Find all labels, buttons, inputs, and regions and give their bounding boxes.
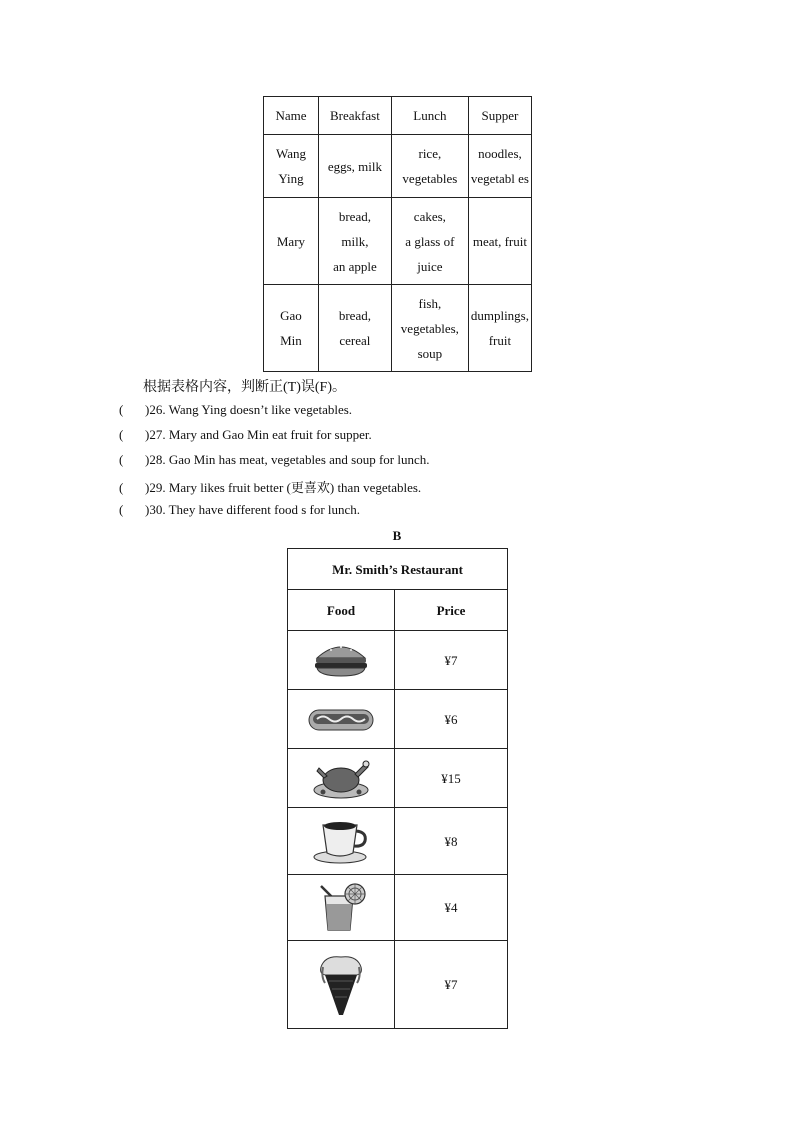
price-cell: ¥7 — [395, 631, 508, 690]
price-cell: ¥7 — [395, 941, 508, 1029]
header-supper: Supper — [468, 97, 531, 135]
menu-row — [288, 690, 508, 749]
food-header: Food — [288, 590, 395, 631]
food-cell — [288, 941, 395, 1029]
ice-cream-cone-icon — [315, 953, 367, 1017]
cell-name: Mary — [264, 198, 319, 285]
cell-breakfast: bread, milk, an apple — [318, 198, 391, 285]
meal-table — [263, 96, 532, 372]
cell-lunch: fish, vegetables, soup — [391, 285, 468, 372]
juice-glass-icon — [313, 882, 369, 934]
price-header: Price — [395, 590, 508, 631]
table-row — [264, 285, 532, 372]
question-text: 27. Mary and Gao Min eat fruit for supper. — [149, 427, 372, 442]
table-row — [264, 135, 532, 198]
menu-table — [287, 548, 508, 1029]
answer-bracket[interactable]: ( — [119, 502, 124, 517]
header-name: Name — [264, 97, 319, 135]
question-item: ( )29. Mary likes fruit better (更喜欢) than vegetables. — [119, 480, 422, 495]
food-cell — [288, 631, 395, 690]
hotdog-icon — [307, 704, 375, 734]
cell-supper: noodles, vegetabl es — [468, 135, 531, 198]
question-item: ( )30. They have different food s for lunch. — [119, 502, 361, 517]
cell-name: Wang Ying — [264, 135, 319, 198]
food-cell — [288, 690, 395, 749]
price-cell: ¥15 — [395, 749, 508, 808]
menu-row — [288, 875, 508, 941]
menu-row — [288, 808, 508, 875]
coffee-cup-icon — [313, 817, 369, 865]
price-cell: ¥6 — [395, 690, 508, 749]
question-item: ( )27. Mary and Gao Min eat fruit for supper. — [119, 427, 372, 442]
answer-bracket[interactable]: ( — [119, 480, 124, 495]
hamburger-icon — [313, 640, 369, 680]
header-breakfast: Breakfast — [318, 97, 391, 135]
answer-bracket[interactable]: ( — [119, 452, 124, 467]
menu-row — [288, 941, 508, 1029]
instruction-text: 根据表格内容，判断正(T)误(F)。 — [143, 380, 346, 395]
question-item: ( )28. Gao Min has meat, vegetables and soup for lunch. — [119, 452, 430, 467]
section-label: B — [392, 528, 402, 543]
food-cell — [288, 808, 395, 875]
question-text: 29. Mary likes fruit better (更喜欢) than vegetables. — [149, 480, 422, 495]
answer-bracket[interactable]: ( — [119, 427, 124, 442]
cell-breakfast: bread, cereal — [318, 285, 391, 372]
menu-row — [288, 749, 508, 808]
roast-chicken-icon — [311, 756, 371, 800]
cell-supper: meat, fruit — [468, 198, 531, 285]
question-text: 28. Gao Min has meat, vegetables and soup for lunch. — [149, 452, 430, 467]
header-lunch: Lunch — [391, 97, 468, 135]
question-text: 30. They have different food s for lunch. — [149, 502, 361, 517]
cell-breakfast: eggs, milk — [318, 135, 391, 198]
food-cell — [288, 749, 395, 808]
cell-supper: dumplings, fruit — [468, 285, 531, 372]
question-text: 26. Wang Ying doesn’t like vegetables. — [149, 402, 353, 417]
question-item: ( )26. Wang Ying doesn’t like vegetables. — [119, 402, 353, 417]
cell-lunch: cakes, a glass of juice — [391, 198, 468, 285]
price-cell: ¥8 — [395, 808, 508, 875]
cell-lunch: rice, vegetables — [391, 135, 468, 198]
answer-bracket[interactable]: ( — [119, 402, 124, 417]
restaurant-title: Mr. Smith’s Restaurant — [288, 549, 508, 590]
price-cell: ¥4 — [395, 875, 508, 941]
cell-name: Gao Min — [264, 285, 319, 372]
table-row — [264, 198, 532, 285]
food-cell — [288, 875, 395, 941]
menu-row — [288, 631, 508, 690]
